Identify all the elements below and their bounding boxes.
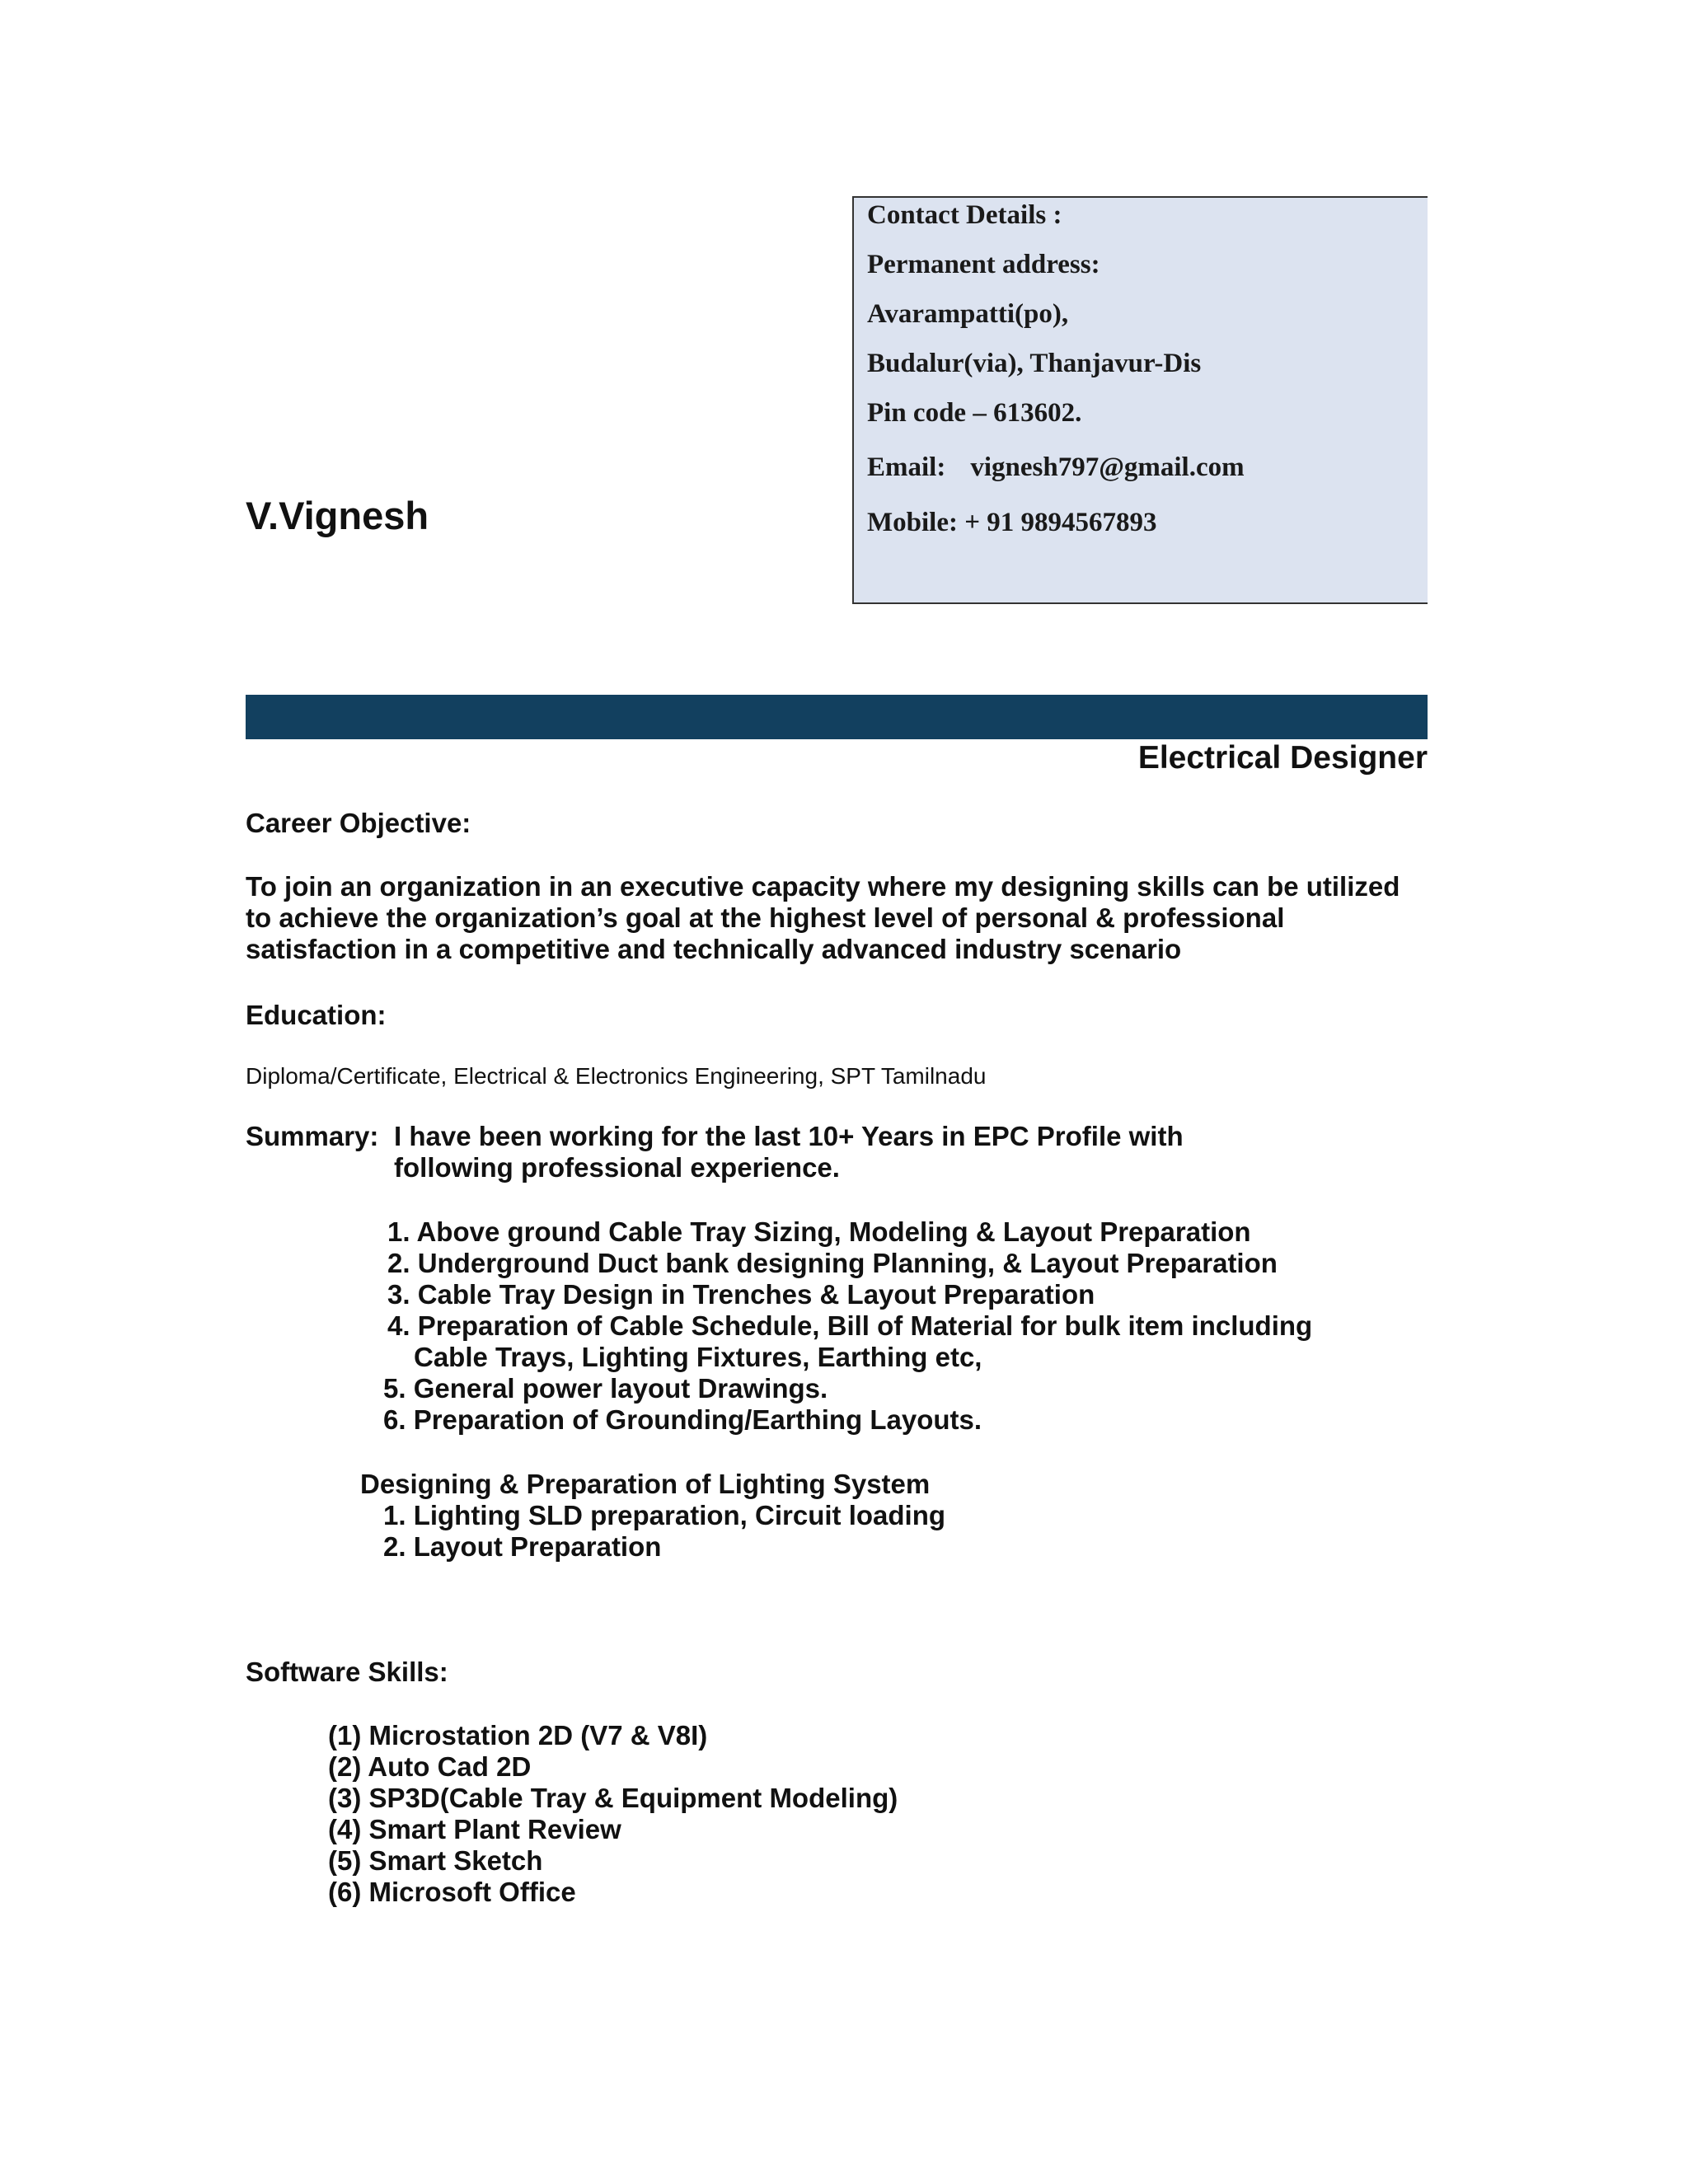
lighting-item: 1. Lighting SLD preparation, Circuit loading [383,1500,946,1530]
experience-item: 6. Preparation of Grounding/Earthing Layouts. [383,1404,982,1435]
pin-code: Pin code – 613602. [867,398,1082,428]
software-item: (5) Smart Sketch [328,1845,543,1876]
software-item: (3) SP3D(Cable Tray & Equipment Modeling) [328,1783,898,1813]
experience-item: 5. General power layout Drawings. [383,1373,828,1404]
summary-label: Summary: [246,1121,379,1151]
email-row [867,452,1245,483]
experience-item: 2. Underground Duct bank designing Planning, & Layout Preparation [387,1248,1278,1278]
job-title: Electrical Designer [1137,740,1428,776]
contact-details-box [852,196,1428,604]
summary-line: I have been working for the last 10+ Years in EPC Profile with [394,1121,1184,1151]
mobile-row [867,508,1157,538]
header-banner [246,695,1428,739]
experience-item: 1. Above ground Cable Tray Sizing, Modeling & Layout Preparation [387,1216,1251,1247]
career-objective-text [246,871,1441,965]
summary-text [394,1121,1184,1183]
software-item: (6) Microsoft Office [328,1877,576,1907]
address-label: Permanent address: [867,250,1100,279]
experience-item-continuation: Cable Trays, Lighting Fixtures, Earthing etc, [414,1342,982,1372]
address-line-2: Budalur(via), Thanjavur-Dis [867,349,1202,378]
objective-line: To join an organization in an executive capacity where my designing skills can be utilized [246,871,1400,902]
lighting-item: 2. Layout Preparation [383,1531,662,1562]
objective-line: satisfaction in a competitive and technically advanced industry scenario [246,934,1182,964]
education-heading: Education: [246,1000,387,1030]
experience-item: 4. Preparation of Cable Schedule, Bill of Material for bulk item including [387,1310,1313,1341]
contact-title: Contact Details : [867,200,1062,230]
mobile-label: Mobile: [867,508,958,537]
career-objective-heading: Career Objective: [246,808,471,838]
experience-item: 3. Cable Tray Design in Trenches & Layout Preparation [387,1279,1095,1310]
software-skills-heading: Software Skills: [246,1657,448,1687]
education-entry: Diploma/Certificate, Electrical & Electronics Engineering, SPT Tamilnadu [246,1063,987,1089]
software-item: (2) Auto Cad 2D [328,1751,532,1782]
software-item: (4) Smart Plant Review [328,1814,621,1844]
summary-line: following professional experience. [394,1152,840,1183]
email-value: vignesh797@gmail.com [970,452,1245,482]
address-line-1: Avarampatti(po), [867,299,1069,329]
lighting-heading: Designing & Preparation of Lighting System [360,1469,931,1499]
email-label: Email: [867,452,946,482]
mobile-value: + 91 9894567893 [964,508,1157,537]
software-item: (1) Microstation 2D (V7 & V8I) [328,1720,708,1750]
objective-line: to achieve the organization’s goal at the highest level of personal & professional [246,902,1285,933]
candidate-name: V.Vignesh [246,494,429,537]
